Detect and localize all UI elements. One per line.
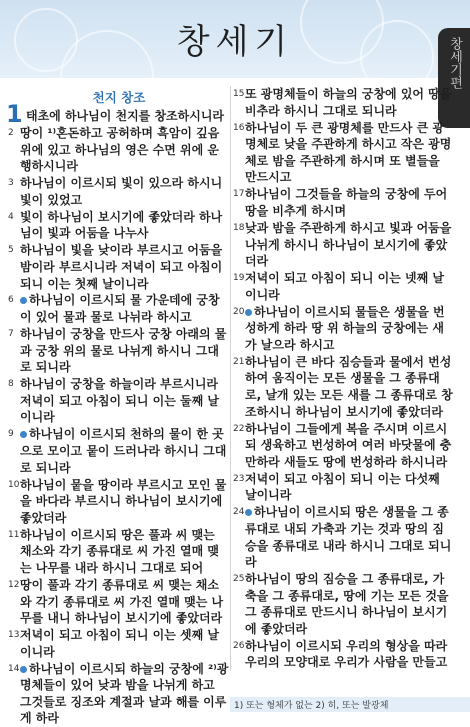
verse-number: 18 [233,222,245,233]
verse-text: 저녁이 되고 아침이 되니 이는 다섯째 날이니라 [245,471,440,503]
verse-text: 하나님이 그들에게 복을 주시며 이르시되 생육하고 번성하여 여러 바닷물에 충만하라 새들도 땅에 번성하라 하시니라 [245,421,452,469]
verse-text: 하나님이 이르시되 물들은 생물을 번성하게 하라 땅 위 하늘의 궁창에는 새가 날으라 하시고 [245,304,445,352]
right-verse-list [233,86,455,671]
verse [233,504,455,570]
side-tab-label: 창세기편 [447,37,462,89]
verse-text: 하나님이 두 큰 광명체를 만드사 큰 광명체로 낮을 주관하게 하시고 작은 광명체로 밤을 주관하게 하시며 또 별들을 만드시고 [245,120,452,185]
verse [233,354,455,420]
verse-number: 5 [8,245,14,256]
right-column [230,86,455,671]
verse-text: 하나님이 빛을 낮이라 부르시고 어둠을 밤이라 부르시니라 저녁이 되고 아침이 되니 이는 첫째 날이니라 [20,243,223,291]
verse-text: 또 광명체들이 하늘의 궁창에 있어 땅을 비추라 하시니 그대로 되니라 [245,87,452,118]
verse-number: 9 [8,429,14,440]
verse-text: 낮과 밤을 주관하게 하시고 빛과 어둠을 나뉘게 하시니 하나님이 보시기에 좋았더라 [245,220,452,269]
verse-text: 태초에 하나님이 천지를 창조하시니라 [26,109,225,123]
verse-number: 8 [8,379,14,390]
verse-text: 하나님이 이르시되 땅은 풀과 씨 맺는 채소와 각기 종류대로 씨 가진 열매 맺는 나무를 내라 하시니 그대로 되어 [20,527,219,575]
verse-number: 25 [233,574,245,585]
verse [8,661,230,727]
verse [8,292,230,325]
verse-text: 하나님이 뭍을 땅이라 부르시고 모인 물을 바다라 부르시니 하나님이 보시기에 좋았더라 [20,477,227,525]
verse [8,527,230,577]
paragraph-marker-icon [245,309,252,316]
verse-text: 하나님이 이르시되 빛이 있으라 하시니 빛이 있었고 [20,176,223,207]
verse [8,242,230,292]
verse [233,421,455,471]
left-verse-list [6,100,230,727]
verse-text: 저녁이 되고 아침이 되니 이는 셋째 날이니라 [20,628,219,659]
verse-number: 6 [8,295,14,306]
verse [233,270,455,303]
verse-number: 23 [233,473,245,484]
paragraph-marker-icon [245,509,252,516]
verse [8,426,230,476]
footnote: 1) 또는 형체가 없는 2) 히, 또는 발광체 [234,701,389,711]
verse-number: 3 [8,178,14,189]
section-title: 천지 창조 [92,90,146,105]
verse-number: 15 [233,89,245,99]
verse [8,577,230,627]
verse-number: 19 [233,273,245,284]
verse [233,120,455,186]
verse [8,326,230,376]
verse-number: 22 [233,423,245,434]
verse [233,220,455,270]
verse-text: 저녁이 되고 아침이 되니 이는 넷째 날이니라 [245,271,444,302]
verse-number: 24 [233,507,245,518]
paragraph-marker-icon [20,431,27,438]
verse-text: 땅이 풀과 각기 종류대로 씨 맺는 채소와 각기 종류대로 씨 가진 열매 맺는 나무를 내니 하나님이 보시기에 좋았더라 [20,577,224,626]
verse-number: 13 [8,630,20,641]
verse-number: 10 [8,479,20,490]
verse [6,100,230,128]
verse [8,627,230,660]
verse [233,571,455,637]
verse-text: 빛이 하나님이 보시기에 좋았더라 하나님이 빛과 어둠을 나누사 [20,209,223,241]
verse-number: 16 [233,122,245,133]
verse-number: 14 [8,663,20,674]
verse-number: 4 [8,211,14,222]
verse-text: 하나님이 이르시되 하늘의 궁창에 ²⁾광명체들이 있어 낮과 밤을 나뉘게 하고 그것들로 징조와 계절과 날과 해를 이루게 하라 [20,661,229,726]
verse [8,376,230,426]
verse [233,304,455,354]
verse-number: 7 [8,329,14,340]
verse-text: 하나님이 이르시되 땅은 생물을 그 종류대로 내되 가축과 기는 것과 땅의 짐승을 종류대로 내라 하시니 그대로 되니라 [245,505,452,570]
verse-number: 2 [8,127,14,138]
paragraph-marker-icon [20,297,27,304]
verse-text: 땅이 ¹⁾혼돈하고 공허하며 흑암이 깊음 위에 있고 하나님의 영은 수면 위에 운행하시니라 [20,125,220,174]
verse [8,477,230,527]
verse-text: 하나님이 큰 바다 짐승들과 물에서 번성하여 움직이는 모든 생물을 그 종류대로, 날개 있는 모든 새를 그 종류대로 창조하시니 하나님이 보시기에 좋았더라 [245,354,453,419]
chapter-number: 1 [6,100,23,128]
verse-text: 하나님이 궁창을 하늘이라 부르시니라 저녁이 되고 아침이 되니 이는 둘째 날이니라 [20,377,219,425]
verse [233,186,455,219]
paragraph-marker-icon [20,666,27,673]
verse [233,471,455,504]
verse-number: 17 [233,189,245,200]
verse [8,209,230,242]
book-title: 창세기 [176,22,294,62]
verse-text: 하나님이 이르시되 물 가운데에 궁창이 있어 물과 물로 나뉘라 하시고 [20,293,220,325]
verse [233,638,455,671]
verse-text: 하나님이 궁창을 만드사 궁창 아래의 물과 궁창 위의 물로 나뉘게 하시니 그대로 되니라 [20,327,227,375]
verse-text: 하나님이 이르시되 천하의 물이 한 곳으로 모이고 뭍이 드러나라 하시니 그대로 되니라 [20,427,227,475]
verse-number: 20 [233,306,245,317]
verse [8,175,230,208]
verse [233,86,455,119]
verse-number: 12 [8,579,20,590]
left-column [8,86,230,727]
verse-number: 21 [233,356,245,367]
verse-text: 하나님이 땅의 짐승을 그 종류대로, 가축을 그 종류대로, 땅에 기는 모든 것을 그 종류대로 만드시니 하나님이 보시기에 좋았더라 [245,572,449,636]
verse-text: 하나님이 이르시되 우리의 형상을 따라 우리의 모양대로 우리가 사람을 만들고 [245,638,448,670]
verse-number: 26 [233,640,245,651]
verse-number: 11 [8,529,20,540]
verse [8,125,230,175]
verse-text: 하나님이 그것들을 하늘의 궁창에 두어 땅을 비추게 하시며 [245,187,448,218]
